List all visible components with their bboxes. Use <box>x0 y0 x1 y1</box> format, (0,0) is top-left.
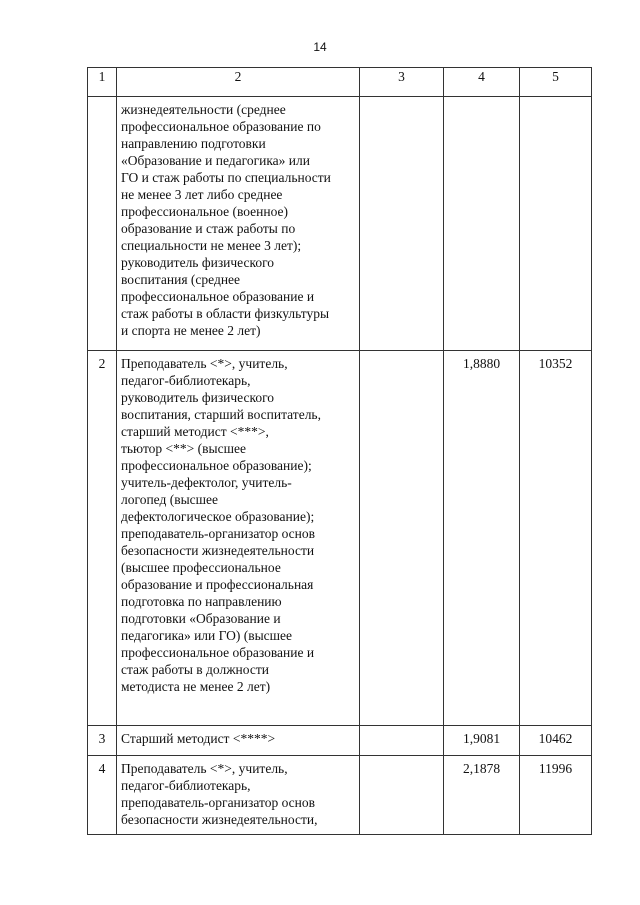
salary-value: 10462 <box>520 726 592 756</box>
column-header: 5 <box>520 68 592 97</box>
position-description: жизнедеятельности (среднее профессиональное образование по направлению подготовки «Образование и педагогика» или ГО и стаж работы по специальности не менее 3 лет либо среднее профессиональное (военное) образование и стаж работы по специальности не менее 3 лет); руководитель физического воспитания (среднее профессиональное образование и стаж работы в области физкультуры и спорта не менее 2 лет) <box>117 97 360 351</box>
column-header: 2 <box>117 68 360 97</box>
coefficient-value: 1,8880 <box>444 351 520 726</box>
table-row <box>88 726 592 756</box>
row-number: 3 <box>88 726 117 756</box>
column-3-value <box>360 351 444 726</box>
column-3-value <box>360 726 444 756</box>
position-description: Старший методист <****> <box>117 726 360 756</box>
salary-table <box>87 67 592 835</box>
table-row <box>88 351 592 726</box>
column-header: 4 <box>444 68 520 97</box>
coefficient-value: 2,1878 <box>444 756 520 835</box>
column-header: 1 <box>88 68 117 97</box>
table-row <box>88 97 592 351</box>
salary-value <box>520 97 592 351</box>
row-number <box>88 97 117 351</box>
position-description: Преподаватель <*>, учитель, педагог-библиотекарь, преподаватель-организатор основ безопасности жизнедеятельности, <box>117 756 360 835</box>
column-header: 3 <box>360 68 444 97</box>
column-3-value <box>360 97 444 351</box>
coefficient-value <box>444 97 520 351</box>
coefficient-value: 1,9081 <box>444 726 520 756</box>
row-number: 2 <box>88 351 117 726</box>
row-number: 4 <box>88 756 117 835</box>
table-row <box>88 756 592 835</box>
salary-value: 11996 <box>520 756 592 835</box>
salary-value: 10352 <box>520 351 592 726</box>
column-3-value <box>360 756 444 835</box>
position-description: Преподаватель <*>, учитель, педагог-библиотекарь, руководитель физического воспитания, старший воспитатель, старший методист <***>, тьютор <**> (высшее профессиональное образование); учитель-дефектолог, учитель- логопед (высшее дефектологическое образование); преподаватель-организатор основ безопасности жизнедеятельности (высшее профессиональное образование и профессиональная подготовка по направлению подготовки «Образование и педагогика» или ГО) (высшее профессиональное образование и стаж работы в должности методиста не менее 2 лет) <box>117 351 360 726</box>
table-header-row <box>88 68 592 97</box>
page-number: 14 <box>313 40 327 54</box>
